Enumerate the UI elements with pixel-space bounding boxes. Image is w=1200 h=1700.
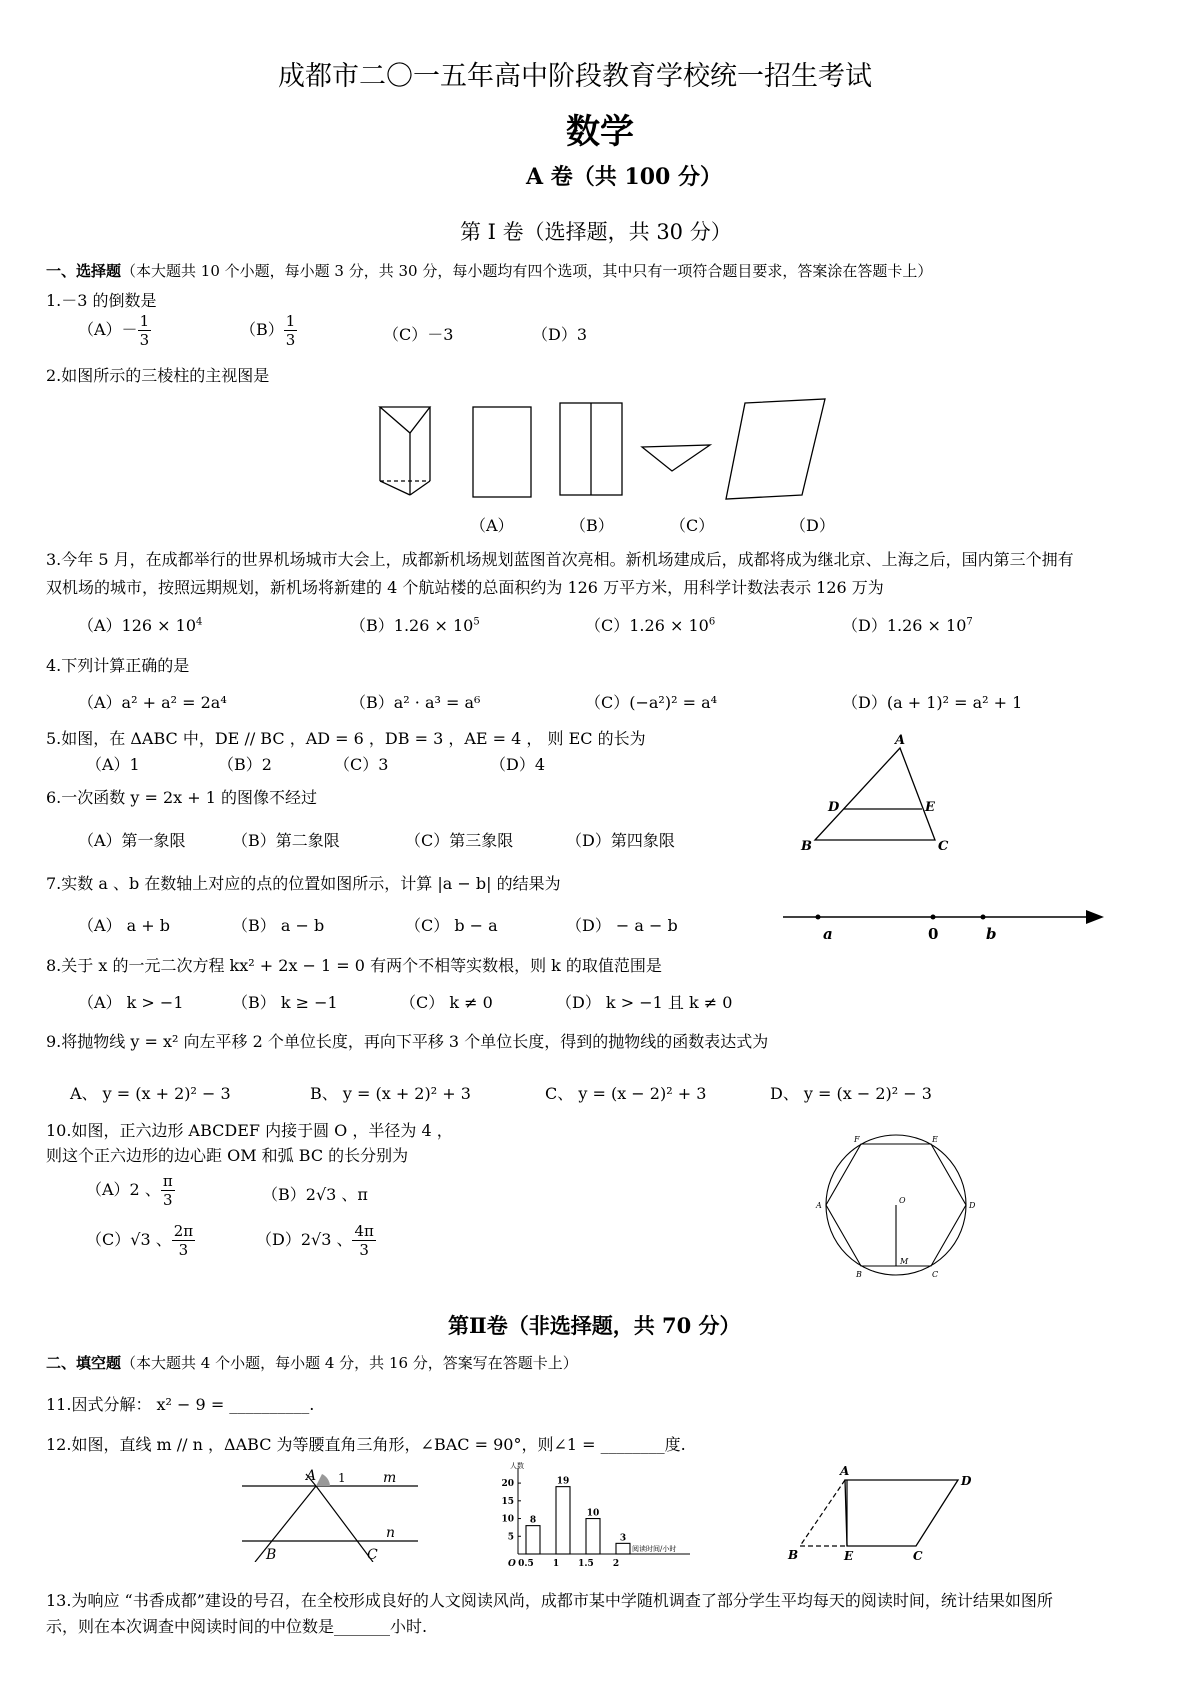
q8-option-d: （D） k > −1 且 k ≠ 0 <box>556 993 733 1012</box>
subject-title: 数学 <box>566 112 634 152</box>
q5-label-d: D <box>828 800 840 815</box>
chart-x-tick-label: 2 <box>612 1559 620 1569</box>
q5-label-e: E <box>925 800 935 815</box>
q2-option-c: （C） <box>670 516 715 535</box>
para-label-b: B <box>788 1548 799 1562</box>
q8-option-c: （C） k ≠ 0 <box>400 993 493 1012</box>
q8-option-b: （B） k ≥ −1 <box>232 993 338 1012</box>
q10-stem-line1: 10.如图，正六边形 ABCDEF 内接于圆 O ，半径为 4 ， <box>46 1121 453 1140</box>
chart-bar <box>526 1526 540 1554</box>
q1-b-label: （B） <box>240 320 284 339</box>
para-label-e: E <box>844 1549 854 1563</box>
q1-b-fraction: $\frac{1}{3}$ <box>285 312 296 349</box>
q2-option-a: （A） <box>470 516 514 535</box>
q10-c-fraction: $\frac{2\pi}{3}$ <box>173 1222 194 1259</box>
hex-label-o: O <box>899 1196 906 1205</box>
part1-title: 第 I 卷（选择题，共 30 分） <box>460 220 732 244</box>
chart-origin-label: O <box>508 1559 516 1569</box>
q1-option-c: （C）－3 <box>383 325 454 344</box>
parallelogram-figure <box>780 1462 980 1567</box>
q13-stem-line2: 示，则在本次调查中阅读时间的中位数是_______小时. <box>46 1617 428 1636</box>
q12-parallel-lines-figure <box>240 1462 420 1562</box>
q5-label-c: C <box>938 839 949 854</box>
chart-data-label: 10 <box>586 1508 600 1519</box>
q5-option-c: （C）3 <box>334 755 389 774</box>
q9-option-d: D、 y = (x − 2)² − 3 <box>770 1084 932 1103</box>
chart-y-tick-label: 15 <box>501 1496 514 1507</box>
q3-stem-line1: 3.今年 5 月，在成都举行的世界机场城市大会上，成都新机场规划蓝图首次亮相。新机场建成后，成都将成为继北京、上海之后，国内第三个拥有 <box>46 550 1074 569</box>
q10-a-fraction: $\frac{\pi}{3}$ <box>162 1172 173 1209</box>
q9-stem: 9.将抛物线 y = x² 向左平移 2 个单位长度，再向下平移 3 个单位长度，得到的抛物线的函数表达式为 <box>46 1032 769 1051</box>
q1-a-fraction: $\frac{1}{3}$ <box>139 312 150 349</box>
q1-a-label: （A）－ <box>78 320 138 339</box>
option-b-figure <box>560 403 622 495</box>
exam-title: 成都市二〇一五年高中阶段教育学校统一招生考试 <box>278 61 872 92</box>
q10-option-c <box>86 1222 195 1259</box>
chart-y-tick-label: 5 <box>507 1532 514 1543</box>
q6-option-a: （A）第一象限 <box>78 831 186 850</box>
axis-label-zero: 0 <box>928 925 939 943</box>
q3-stem-line2: 双机场的城市，按照远期规划，新机场将新建的 4 个航站楼的总面积约为 126 万平方米，用科学计数法表示 126 万为 <box>46 578 884 597</box>
section2-heading: 二、填空题 <box>46 1354 122 1372</box>
hex-label-b: B <box>856 1270 862 1279</box>
q10-option-d <box>256 1222 376 1259</box>
q10-d-fraction: $\frac{4\pi}{3}$ <box>354 1222 374 1259</box>
q10-d-label: （D）2√3 、 <box>256 1230 353 1249</box>
chart-bar <box>586 1519 600 1554</box>
para-label-d: D <box>961 1474 972 1488</box>
q6-option-c: （C）第三象限 <box>405 831 514 850</box>
q2-option-d: （D） <box>790 516 835 535</box>
q12-label-b: B <box>266 1547 277 1562</box>
q10-c-label: （C）√3 、 <box>86 1230 172 1249</box>
chart-x-tick-label: 0.5 <box>518 1559 534 1569</box>
axis-label-b: b <box>986 925 997 943</box>
q2-stem: 2.如图所示的三棱柱的主视图是 <box>46 366 270 385</box>
prism-figure <box>380 407 430 495</box>
q13-stem-line1: 13.为响应 “书香成都”建设的号召，在全校形成良好的人文阅读风尚，成都市某中学随机调查了部分学生平均每天的阅读时间，统计结果如图所 <box>46 1591 1053 1610</box>
q4-option-b: （B）a² · a³ = a⁶ <box>350 693 481 712</box>
q7-option-d: （D） − a − b <box>566 916 678 935</box>
para-label-c: C <box>913 1549 923 1563</box>
q4-option-c: （C）(−a²)² = a⁴ <box>585 693 718 712</box>
section2-note: （本大题共 4 个小题，每小题 4 分，共 16 分，答案写在答题卡上） <box>121 1354 578 1372</box>
q3-option-a: $(A)126 \times 10^4$ <box>78 616 203 635</box>
q9-option-c: C、 y = (x − 2)² + 3 <box>545 1084 707 1103</box>
q1-option-a <box>78 312 151 349</box>
q10-hexagon-figure <box>810 1133 980 1283</box>
q5-label-b: B <box>801 839 812 854</box>
q12-stem: 12.如图，直线 m // n ，ΔABC 为等腰直角三角形，∠BAC = 90°，则∠1 = ________度. <box>46 1435 686 1454</box>
q4-stem: 4.下列计算正确的是 <box>46 656 190 675</box>
q3-option-c: $(C)1.26 \times 10^6$ <box>585 616 716 635</box>
chart-bar <box>556 1487 570 1554</box>
q13-bar-chart <box>490 1462 730 1572</box>
section1-heading: 一、选择题 <box>46 262 122 280</box>
q10-option-a <box>86 1172 175 1209</box>
chart-x-tick-label: 1 <box>552 1559 560 1569</box>
chart-x-tick-label: 1.5 <box>578 1559 594 1569</box>
hex-label-a: A <box>816 1201 822 1210</box>
q3-option-b: $(B)1.26 \times 10^5$ <box>350 616 480 635</box>
section1-note: （本大题共 10 个小题，每小题 3 分，共 30 分，每小题均有四个选项，其中只有一项符合题目要求，答案涂在答题卡上） <box>121 262 933 280</box>
chart-y-label: 人数 <box>510 1462 524 1470</box>
q4-option-a: （A）a² + a² = 2a⁴ <box>78 693 227 712</box>
hex-label-c: C <box>932 1270 939 1279</box>
q8-option-a: （A） k > −1 <box>78 993 184 1012</box>
q2-figures <box>370 395 840 505</box>
chart-data-label: 3 <box>619 1533 627 1544</box>
axis-label-a: a <box>823 925 833 943</box>
q1-option-d: （D）3 <box>532 325 588 344</box>
q12-label-a: A <box>306 1468 317 1484</box>
q3-option-d: $(D)1.26 \times 10^7$ <box>842 616 973 635</box>
q7-number-line <box>778 900 1108 945</box>
hex-label-m: M <box>900 1257 909 1266</box>
q9-option-b: B、 y = (x + 2)² + 3 <box>310 1084 471 1103</box>
q11-stem: 11.因式分解： x² − 9 = __________. <box>46 1395 315 1414</box>
chart-y-tick-label: 10 <box>501 1514 514 1525</box>
q12-label-n: n <box>386 1525 396 1541</box>
q5-option-a: （A）1 <box>86 755 140 774</box>
q6-option-b: （B）第二象限 <box>232 831 340 850</box>
section2-header <box>46 1352 578 1373</box>
part2-title: 第Ⅱ卷（非选择题，共 70 分） <box>448 1313 741 1338</box>
q6-option-d: （D）第四象限 <box>566 831 675 850</box>
q12-label-c: C <box>367 1547 378 1562</box>
hex-label-d: D <box>969 1201 976 1210</box>
q7-option-c: （C） b − a <box>405 916 498 935</box>
hex-label-e: E <box>932 1135 938 1144</box>
q12-label-m: m <box>383 1470 397 1486</box>
q7-option-b: （B） a − b <box>232 916 325 935</box>
q12-label-one: 1 <box>338 1471 346 1485</box>
q7-stem: 7.实数 a 、b 在数轴上对应的点的位置如图所示，计算 |a − b| 的结果为 <box>46 874 561 893</box>
hex-label-f: F <box>854 1135 860 1144</box>
option-c-figure <box>642 445 710 471</box>
volume-a-title: A 卷（共 100 分） <box>526 164 722 190</box>
chart-bar <box>616 1543 630 1554</box>
q5-label-a: A <box>895 733 906 748</box>
q1-stem: 1.－3 的倒数是 <box>46 291 157 310</box>
chart-x-label: 阅读时间/小时 <box>632 1545 677 1553</box>
q10-option-b: （B）2√3 、π <box>262 1185 368 1204</box>
q2-option-b: （B） <box>570 516 614 535</box>
q10-stem-line2: 则这个正六边形的边心距 OM 和弧 BC 的长分别为 <box>46 1146 409 1165</box>
option-d-figure <box>726 399 825 499</box>
q6-stem: 6.一次函数 y = 2x + 1 的图像不经过 <box>46 788 318 807</box>
q8-stem: 8.关于 x 的一元二次方程 kx² + 2x − 1 = 0 有两个不相等实数根，则 k 的取值范围是 <box>46 956 662 975</box>
section1-header <box>46 260 932 281</box>
q5-option-d: （D）4 <box>490 755 546 774</box>
chart-data-label: 19 <box>556 1476 570 1487</box>
chart-y-tick-label: 20 <box>501 1479 514 1490</box>
q4-option-d: （D）(a + 1)² = a² + 1 <box>842 693 1023 712</box>
option-a-figure <box>473 407 531 497</box>
q5-triangle-figure <box>795 730 955 860</box>
q7-option-a: （A） a + b <box>78 916 171 935</box>
para-label-a: A <box>840 1464 850 1478</box>
q1-option-b <box>240 312 297 349</box>
q5-stem: 5.如图，在 ΔABC 中，DE // BC ，AD = 6 ，DB = 3 ，AE = 4 ， 则 EC 的长为 <box>46 729 646 748</box>
q5-option-b: （B）2 <box>218 755 272 774</box>
chart-data-label: 8 <box>529 1515 537 1526</box>
q10-a-label: （A）2 、 <box>86 1180 161 1199</box>
q9-option-a: A、 y = (x + 2)² − 3 <box>70 1084 231 1103</box>
